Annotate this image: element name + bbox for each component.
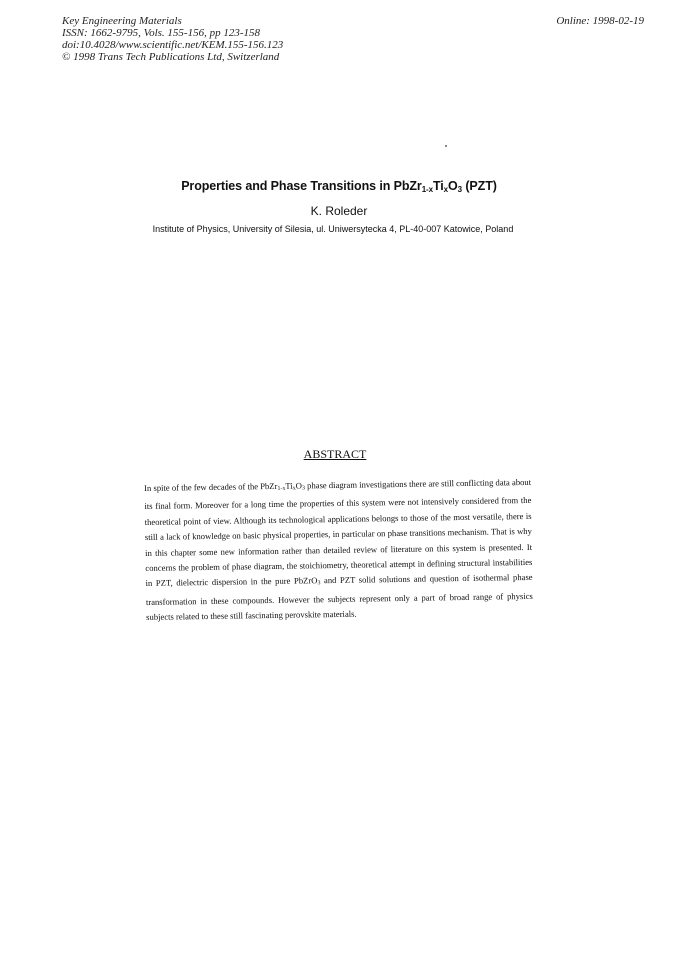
abstract-subscript-2: x bbox=[292, 485, 296, 492]
abstract-text-2: Ti bbox=[285, 480, 293, 491]
abstract-text-5: and PZT solid solutions and question of isothermal phase transformation in these compounds. However the subjects represent only a part of broad range of physics subjects related to these still fascinating perovskite materials. bbox=[145, 572, 533, 623]
author-affiliation: Institute of Physics, University of Silesia, ul. Uniwersytecka 4, PL-40-007 Katowice, Poland bbox=[152, 224, 514, 234]
issn-line: ISSN: 1662-9795, Vols. 155-156, pp 123-158 bbox=[62, 27, 260, 39]
title-text-prefix: Properties and Phase Transitions in PbZr bbox=[181, 179, 422, 193]
title-subscript-1: 1-x bbox=[421, 185, 433, 194]
author-name: K. Roleder bbox=[310, 204, 368, 218]
paper-title bbox=[0, 179, 678, 194]
journal-header bbox=[62, 15, 283, 63]
abstract-body bbox=[144, 475, 533, 626]
title-text-ti: Ti bbox=[432, 179, 444, 193]
abstract-subscript-3: 3 bbox=[301, 485, 306, 492]
title-subscript-2: x bbox=[443, 185, 449, 194]
title-text-suffix: (PZT) bbox=[462, 179, 497, 193]
abstract-subscript-4: 3 bbox=[317, 580, 321, 587]
doi-line: doi:10.4028/www.scientific.net/KEM.155-156.123 bbox=[62, 39, 284, 51]
scan-speck bbox=[445, 145, 447, 147]
abstract-paragraph bbox=[144, 475, 533, 626]
title-subscript-3: 3 bbox=[457, 185, 462, 194]
abstract-heading: ABSTRACT bbox=[303, 447, 367, 461]
abstract-text-4: phase diagram investigations there are still conflicting data about its final form. Moreover for a long time the properties of this system were not intensively considered from the theoretical point of view. Although its technological applications belongs to those of the most versatile, there is still a lack of knowledge on basic physical properties, in particular on phase transitions mechanism. That is why in this chapter some new information rather than detailed review of literature on this system is presented. It concerns the problem of phase diagram, the stoichiometry, theoretical attempt in defining structural instabilities in PZT, dielectric dispersion in the pure PbZrO bbox=[144, 476, 533, 589]
title-text-o: O bbox=[448, 179, 458, 193]
abstract-subscript-1: 1-x bbox=[277, 485, 286, 492]
online-date: Online: 1998-02-19 bbox=[556, 15, 644, 27]
abstract-text-3: O bbox=[295, 480, 303, 491]
journal-name: Key Engineering Materials bbox=[62, 15, 182, 27]
copyright-line: © 1998 Trans Tech Publications Ltd, Switzerland bbox=[62, 51, 280, 63]
abstract-text-1: In spite of the few decades of the PbZr bbox=[144, 480, 278, 493]
